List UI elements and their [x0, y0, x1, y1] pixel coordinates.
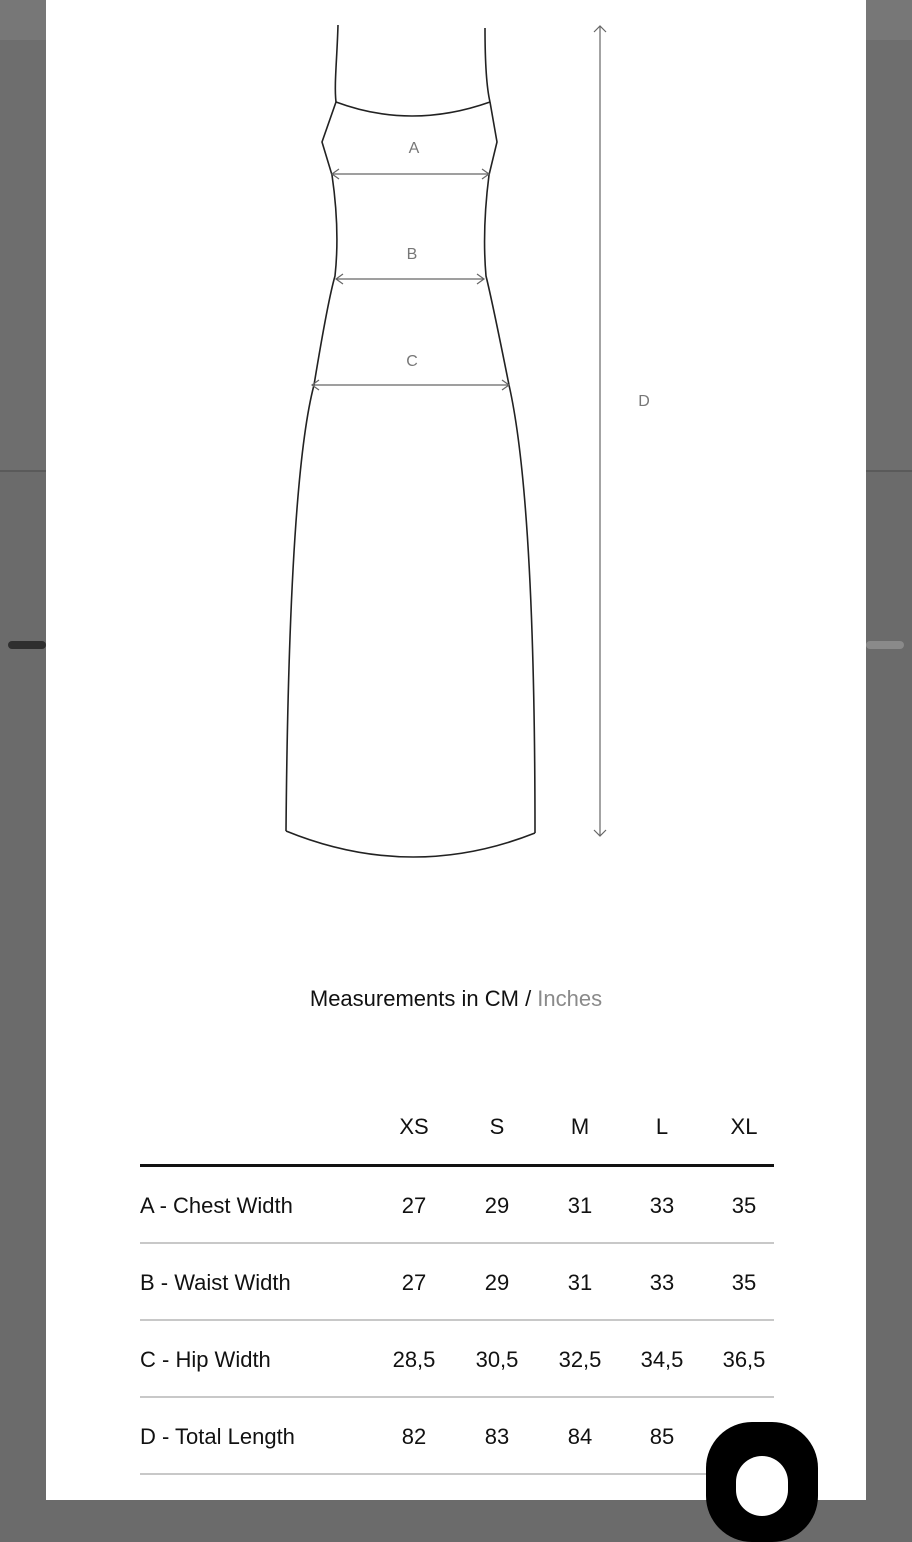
table-cell: 30,5 [475, 1347, 519, 1372]
table-row [140, 1167, 774, 1244]
table-cell: 31 [567, 1270, 593, 1295]
dress-diagram [46, 0, 866, 900]
table-cell: 32,5 [558, 1347, 602, 1372]
table-cell: 33 [649, 1270, 675, 1295]
units-toggle [46, 986, 866, 1012]
table-cell: 36,5 [722, 1347, 766, 1372]
table-cell: 35 [731, 1270, 757, 1295]
size-guide-modal [46, 0, 866, 1500]
row-label: A - Chest Width [140, 1193, 293, 1218]
table-cell: 29 [484, 1193, 510, 1218]
size-table [140, 1100, 774, 1475]
table-cell: 34,5 [640, 1347, 684, 1372]
size-xl: XL [730, 1114, 758, 1139]
table-cell: 31 [567, 1193, 593, 1218]
table-cell: 27 [401, 1193, 427, 1218]
table-cell: 82 [401, 1424, 427, 1449]
table-cell: 27 [401, 1270, 427, 1295]
size-l: L [655, 1114, 669, 1139]
chat-bubble-icon [736, 1456, 788, 1516]
table-cell: 85 [649, 1424, 675, 1449]
label-b: B [406, 246, 418, 263]
size-m: M [570, 1114, 590, 1139]
unit-cm[interactable]: Measurements in CM [309, 986, 519, 1011]
table-cell: 28,5 [392, 1347, 436, 1372]
size-s: S [489, 1114, 505, 1139]
table-cell: 29 [484, 1270, 510, 1295]
table-cell: 35 [731, 1193, 757, 1218]
unit-separator: / [518, 986, 538, 1011]
backdrop-slider-handle [8, 641, 46, 649]
row-label: C - Hip Width [140, 1347, 271, 1372]
label-d: D [638, 393, 650, 410]
unit-inches[interactable]: Inches [537, 986, 603, 1011]
size-xs: XS [399, 1114, 429, 1139]
table-row [140, 1244, 774, 1321]
label-c: C [406, 353, 418, 370]
table-cell: 33 [649, 1193, 675, 1218]
size-header-row [140, 1100, 774, 1167]
row-label: B - Waist Width [140, 1270, 291, 1295]
table-cell: 84 [567, 1424, 593, 1449]
table-cell: 83 [484, 1424, 510, 1449]
row-label: D - Total Length [140, 1424, 295, 1449]
table-row [140, 1321, 774, 1398]
measure-arrows [312, 26, 606, 836]
chat-button[interactable] [706, 1422, 818, 1542]
label-a: A [408, 140, 420, 157]
table-row [140, 1398, 774, 1475]
backdrop-slider-handle-right [866, 641, 904, 649]
